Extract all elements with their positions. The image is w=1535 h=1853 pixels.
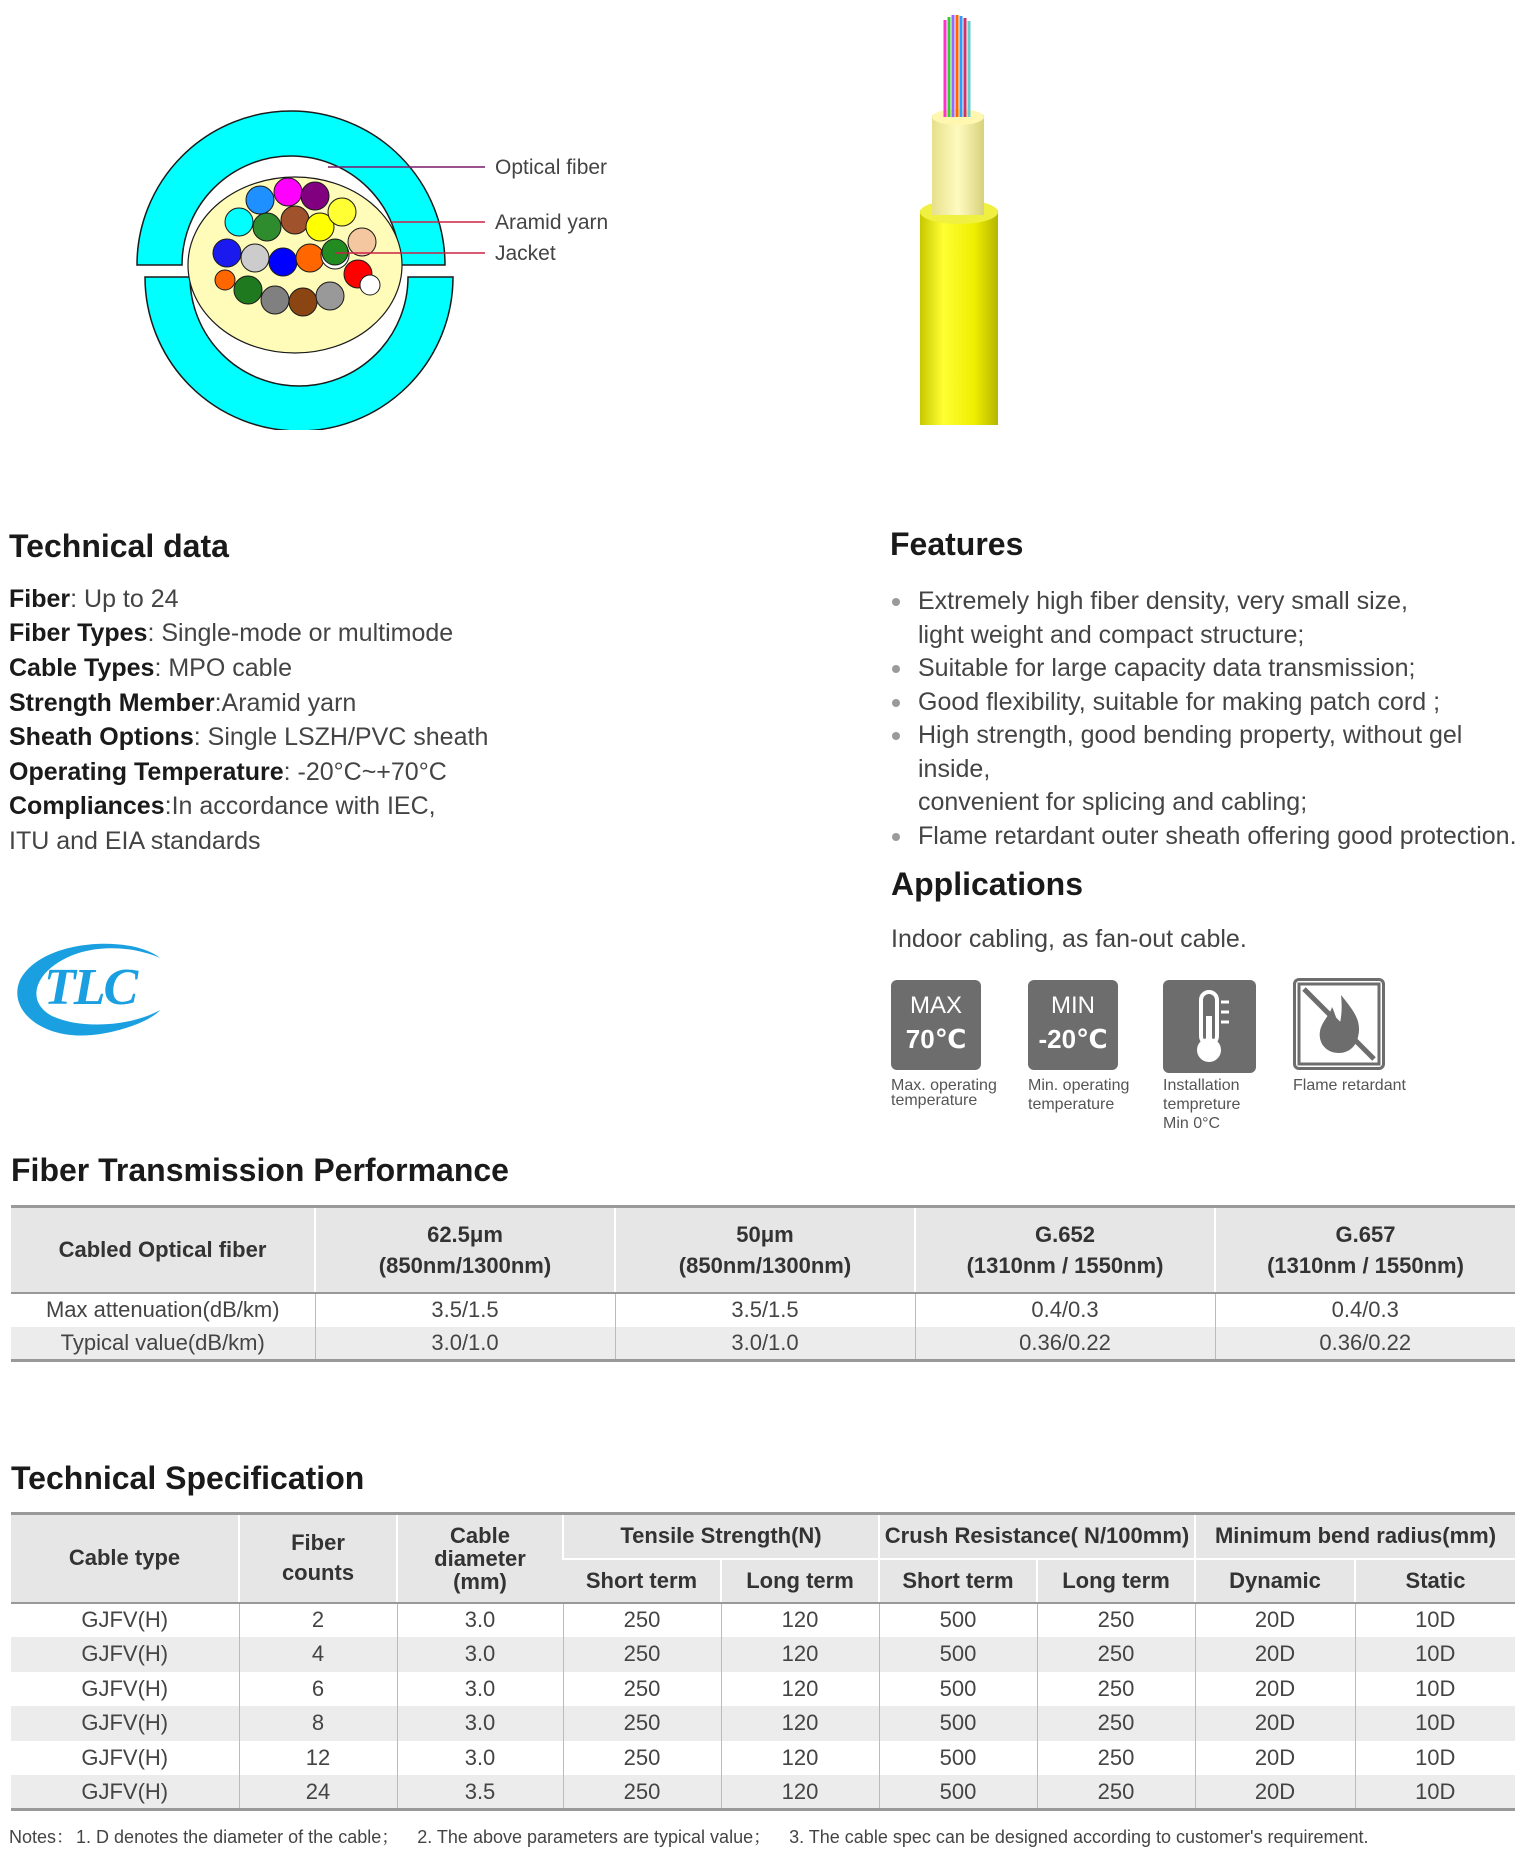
icon-value-text: -20℃ — [1038, 1024, 1108, 1054]
max-temperature-caption — [891, 1076, 997, 1110]
table-cell: 120 — [721, 1741, 879, 1776]
table-cell: 500 — [879, 1603, 1037, 1638]
installation-temperature-caption — [1163, 1076, 1240, 1133]
td-fiber-types — [9, 619, 453, 648]
bullet-icon — [892, 732, 900, 740]
feature-line: Good flexibility, suitable for making patch cord ; — [918, 687, 1441, 716]
min-temperature-caption — [1028, 1076, 1129, 1114]
table-row — [11, 1775, 1515, 1810]
table-cell: GJFV(H) — [81, 1744, 169, 1770]
table-cell: 3.0 — [397, 1741, 563, 1776]
td-sep: : — [154, 654, 169, 682]
td-value: -20°C~+70°C — [297, 758, 447, 786]
bullet-icon — [892, 833, 900, 841]
caption-line: Max. operating — [891, 1077, 997, 1094]
caption-line: temperature — [1028, 1096, 1115, 1113]
features-title: Features — [890, 526, 1024, 562]
header-tensile-long-term: Long term — [721, 1559, 879, 1603]
table-cell: 24 — [239, 1775, 397, 1810]
table-cell: GJFV(H) — [81, 1607, 169, 1633]
table-cell: 500 — [879, 1672, 1037, 1707]
label-aramid-yarn: Aramid yarn — [495, 211, 609, 234]
header-line: 50μm — [736, 1221, 794, 1247]
header-line: (1310nm / 1550nm) — [1267, 1252, 1464, 1278]
td-sep: : — [70, 585, 85, 613]
header-line: G.657 — [1335, 1221, 1396, 1247]
table-cell: 3.5 — [397, 1775, 563, 1810]
header-cable-diameter — [397, 1514, 563, 1603]
table-cell: 3.0 — [397, 1706, 563, 1741]
table-row — [11, 1327, 1515, 1361]
cross-section-svg — [130, 100, 730, 430]
table-cell: 3.0 — [397, 1637, 563, 1672]
table-cell: 250 — [563, 1603, 721, 1638]
header-crush-short-term: Short term — [879, 1559, 1037, 1603]
table-cell: 3.0 — [397, 1603, 563, 1638]
feature-line: Extremely high fiber density, very small size, — [918, 587, 1408, 615]
header-g652 — [915, 1207, 1215, 1293]
tlc-logo-text: TLC — [44, 959, 137, 1016]
td-compliances — [9, 792, 436, 821]
table-cell: GJFV(H) — [11, 1637, 239, 1672]
td-compliances-continuation: ITU and EIA standards — [9, 827, 261, 855]
icon-top-text: MAX — [909, 992, 962, 1019]
table-cell: 6 — [239, 1672, 397, 1707]
table-cell: 8 — [239, 1706, 397, 1741]
feature-item — [890, 585, 1530, 652]
table-row — [11, 1741, 1515, 1776]
caption-line: Installation — [1163, 1077, 1240, 1094]
technical-data-title: Technical data — [9, 528, 229, 564]
specification-title: Technical Specification — [11, 1460, 365, 1496]
table-row — [11, 1706, 1515, 1741]
table-cell: GJFV(H) — [11, 1706, 239, 1741]
table-cell: 10D — [1355, 1706, 1515, 1741]
td-sep: : — [164, 792, 172, 820]
table-cell: GJFV(H) — [11, 1775, 239, 1810]
row-label: Max attenuation(dB/km) — [45, 1297, 280, 1322]
table-cell: 10D — [1355, 1741, 1515, 1776]
td-fiber — [9, 585, 179, 614]
specification-table — [11, 1512, 1515, 1811]
td-sep: : — [214, 689, 222, 717]
performance-header-row — [11, 1207, 1515, 1293]
td-strength-member — [9, 689, 356, 718]
td-value: MPO cable — [168, 654, 293, 682]
cable-photo — [915, 5, 1005, 425]
header-cabled-optical-fiber: Cabled Optical fiber — [11, 1207, 315, 1293]
specification-body — [11, 1603, 1515, 1810]
table-cell: 20D — [1195, 1603, 1355, 1638]
label-jacket: Jacket — [495, 242, 556, 265]
feature-line: Flame retardant outer sheath offering good protection. — [918, 821, 1517, 850]
header-g657 — [1215, 1207, 1515, 1293]
cable-photo-svg — [915, 5, 1005, 425]
table-cell: 10D — [1355, 1672, 1515, 1707]
icon-top-text: MIN — [1051, 992, 1095, 1019]
note-item: 3. The cable spec can be designed according to customer's requirement. — [789, 1827, 1369, 1847]
td-key: Strength Member — [9, 689, 215, 717]
table-cell: 10D — [1355, 1775, 1515, 1810]
header-tensile-strength: Tensile Strength(N) — [563, 1514, 879, 1559]
table-cell: 3.5/1.5 — [615, 1293, 915, 1327]
tlc-logo — [12, 940, 162, 1040]
td-value: In accordance with IEC, — [171, 792, 436, 820]
flame-retardant-icon — [1293, 978, 1385, 1070]
feature-line: convenient for splicing and cabling; — [918, 788, 1308, 816]
header-tensile-short-term: Short term — [563, 1559, 721, 1603]
header-bend-dynamic: Dynamic — [1195, 1559, 1355, 1603]
header-line: 62.5μm — [427, 1221, 503, 1247]
caption-line: temperature — [891, 1092, 978, 1109]
table-cell: 20D — [1195, 1672, 1355, 1707]
table-cell: 120 — [721, 1637, 879, 1672]
caption-line: Min. operating — [1028, 1077, 1130, 1094]
performance-table — [11, 1205, 1515, 1362]
header-line: (850nm/1300nm) — [678, 1252, 852, 1278]
feature-item — [890, 686, 1530, 720]
table-cell: 120 — [721, 1706, 879, 1741]
table-cell: 250 — [563, 1741, 721, 1776]
thermometer-icon — [1163, 980, 1256, 1073]
td-sheath-options — [9, 723, 488, 752]
table-cell: 500 — [879, 1741, 1037, 1776]
table-cell: GJFV(H) — [81, 1675, 169, 1701]
header-crush-long-term: Long term — [1037, 1559, 1195, 1603]
td-operating-temperature — [9, 758, 447, 787]
applications-text: Indoor cabling, as fan-out cable. — [891, 925, 1247, 953]
bullet-icon — [892, 665, 900, 673]
header-line: Cable — [450, 1522, 510, 1548]
header-line: (mm) — [453, 1568, 507, 1594]
header-line: (1310nm / 1550nm) — [966, 1252, 1164, 1278]
table-cell: 10D — [1355, 1603, 1515, 1638]
table-cell: 4 — [239, 1637, 397, 1672]
td-value: Up to 24 — [84, 585, 179, 613]
td-key: Operating Temperature — [9, 758, 284, 786]
table-cell: 3.0/1.0 — [615, 1327, 915, 1361]
min-temperature-icon — [1028, 980, 1118, 1070]
thermometer-svg — [1163, 980, 1256, 1073]
header-crush-resistance: Crush Resistance( N/100mm) — [879, 1514, 1195, 1559]
caption-line: Min 0°C — [1163, 1115, 1221, 1132]
table-cell: 120 — [721, 1775, 879, 1810]
feature-item — [890, 820, 1530, 854]
header-line: diameter — [434, 1545, 526, 1571]
header-line: Fiber — [291, 1530, 345, 1556]
table-cell: 0.4/0.3 — [915, 1293, 1215, 1327]
table-cell: 20D — [1195, 1706, 1355, 1741]
header-line: G.652 — [1035, 1221, 1095, 1247]
td-value: Single LSZH/PVC sheath — [207, 723, 489, 751]
td-cable-types — [9, 654, 292, 683]
flame-retardant-caption: Flame retardant — [1293, 1077, 1406, 1094]
table-cell: 2 — [239, 1603, 397, 1638]
table-cell: 250 — [563, 1706, 721, 1741]
table-row — [11, 1672, 1515, 1707]
note-item: 1. D denotes the diameter of the cable； — [76, 1827, 400, 1847]
header-bend-static: Static — [1355, 1559, 1515, 1603]
table-cell: 3.0 — [397, 1672, 563, 1707]
feature-item — [890, 652, 1530, 686]
table-row — [11, 1293, 1515, 1327]
notes — [9, 1823, 1387, 1849]
spec-header-row-1 — [11, 1514, 1515, 1559]
table-cell: 20D — [1195, 1637, 1355, 1672]
table-cell: 250 — [1037, 1741, 1195, 1776]
td-key: Compliances — [9, 792, 165, 820]
caption-line: tempreture — [1163, 1096, 1241, 1113]
row-label: Typical value(dB/km) — [11, 1327, 315, 1361]
td-key: Fiber — [9, 585, 71, 613]
header-line: (850nm/1300nm) — [378, 1252, 552, 1278]
feature-line: High strength, good bending property, without gel inside, — [918, 721, 1463, 783]
table-cell: 250 — [1037, 1637, 1195, 1672]
header-minimum-bend-radius: Minimum bend radius(mm) — [1195, 1514, 1515, 1559]
features-list — [890, 585, 1530, 853]
bullet-icon — [892, 598, 900, 606]
notes-label: Notes： — [9, 1827, 75, 1847]
table-cell: 10D — [1355, 1637, 1515, 1672]
td-value: Aramid yarn — [221, 689, 357, 717]
table-cell: 3.5/1.5 — [315, 1293, 615, 1327]
icon-value-text: 70℃ — [905, 1024, 967, 1054]
td-sep: : — [193, 723, 208, 751]
td-key: Fiber Types — [9, 619, 148, 647]
table-cell: 500 — [879, 1706, 1037, 1741]
header-50um — [615, 1207, 915, 1293]
table-cell: 250 — [563, 1775, 721, 1810]
table-cell: 500 — [879, 1637, 1037, 1672]
table-row — [11, 1603, 1515, 1638]
bullet-icon — [892, 699, 900, 707]
table-cell: 250 — [563, 1672, 721, 1707]
td-key: Cable Types — [9, 654, 155, 682]
table-cell: 250 — [1037, 1706, 1195, 1741]
note-item: 2. The above parameters are typical value； — [417, 1827, 772, 1847]
table-cell: 3.0/1.0 — [315, 1327, 615, 1361]
table-cell: 12 — [239, 1741, 397, 1776]
td-key: Sheath Options — [9, 723, 194, 751]
label-optical-fiber: Optical fiber — [495, 156, 608, 179]
table-cell: 20D — [1195, 1741, 1355, 1776]
header-cable-type: Cable type — [11, 1514, 239, 1603]
table-cell: 0.4/0.3 — [1215, 1293, 1515, 1327]
table-cell: 120 — [721, 1672, 879, 1707]
table-cell: 120 — [721, 1603, 879, 1638]
td-sep: : — [283, 758, 298, 786]
header-fiber-counts — [239, 1514, 397, 1603]
table-cell: 0.36/0.22 — [1215, 1327, 1515, 1361]
feature-item — [890, 719, 1530, 820]
table-cell: 250 — [1037, 1775, 1195, 1810]
feature-line: Suitable for large capacity data transmission; — [918, 654, 1416, 682]
td-value: Single-mode or multimode — [161, 619, 454, 647]
applications-title: Applications — [891, 866, 1084, 902]
table-row — [11, 1637, 1515, 1672]
table-cell: 250 — [563, 1637, 721, 1672]
performance-title: Fiber Transmission Performance — [11, 1152, 509, 1188]
max-temperature-icon — [891, 980, 981, 1070]
table-cell: 250 — [1037, 1603, 1195, 1638]
td-sep: : — [147, 619, 162, 647]
table-cell: 0.36/0.22 — [915, 1327, 1215, 1361]
feature-line: light weight and compact structure; — [918, 620, 1305, 649]
table-cell: 20D — [1195, 1775, 1355, 1810]
header-62-5um — [315, 1207, 615, 1293]
table-cell: 250 — [1037, 1672, 1195, 1707]
cable-cross-section-diagram — [130, 100, 730, 430]
table-cell: 500 — [879, 1775, 1037, 1810]
flame-retardant-svg — [1296, 981, 1382, 1067]
header-line: counts — [281, 1560, 355, 1586]
